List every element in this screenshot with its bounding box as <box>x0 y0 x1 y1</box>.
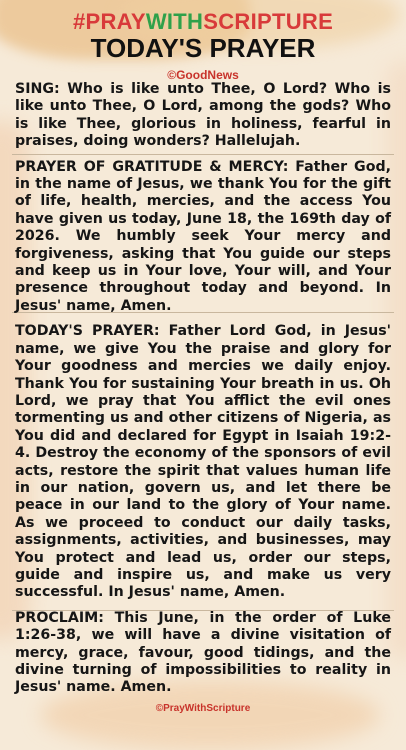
sing-paragraph: SING: Who is like unto Thee, O Lord? Who is like unto Thee, O Lord, among the gods? Who is like Thee, glorious in holiness, fearful in praises, doing wonders? Hallelujah. <box>15 81 391 150</box>
footer-handle: ©PrayWithScripture <box>155 703 251 714</box>
header-handle: ©GoodNews <box>167 68 239 82</box>
gratitude-paragraph: PRAYER OF GRATITUDE & MERCY: Father God, in the name of Jesus, we thank You for the gift of life, health, mercies, and the access You have given us today, June 18, the 169th day of 2026. We humbly seek Your mercy and forgiveness, asking that You guide our steps and keep us in Your love, Your will, and Your presence throughout today and beyond. In Jesus' name, Amen. <box>15 158 391 314</box>
prayer-body <box>15 81 391 705</box>
todays-prayer-paragraph: TODAY'S PRAYER: Father Lord God, in Jesus' name, we give You the praise and glory for Your goodness and mercies we daily enjoy. Thank You for sustaining Your breath in us. Oh Lord, we pray that You afflict the evil ones tormenting us and other citizens of Nigeria, as You did and declared for Egypt in Isaiah 19:2-4. Destroy the economy of the sponsors of evil acts, restore the spirit that values human life in our nation, govern us, and let there be peace in our land to the glory of Your name. As we proceed to conduct our daily tasks, assignments, activities, and businesses, may You protect and lead us, order our steps, guide and inspire us, and make us very successful. In Jesus' name, Amen. <box>15 323 391 601</box>
hashtag-word-scripture: SCRIPTURE <box>203 9 334 34</box>
header <box>0 10 406 82</box>
proclaim-paragraph: PROCLAIM: This June, in the order of Luke 1:26-38, we will have a divine visitation of mercy, grace, favour, good tidings, and the divine turning of impossibilities to reality in Jesus' name. Amen. <box>15 609 391 696</box>
page-title: TODAY'S PRAYER <box>90 33 316 63</box>
hashtag-symbol: # <box>72 9 86 34</box>
hashtag-word-pray: PRAY <box>85 9 146 34</box>
hashtag-word-with: WITH <box>145 9 204 34</box>
hashtag-title <box>0 10 406 34</box>
